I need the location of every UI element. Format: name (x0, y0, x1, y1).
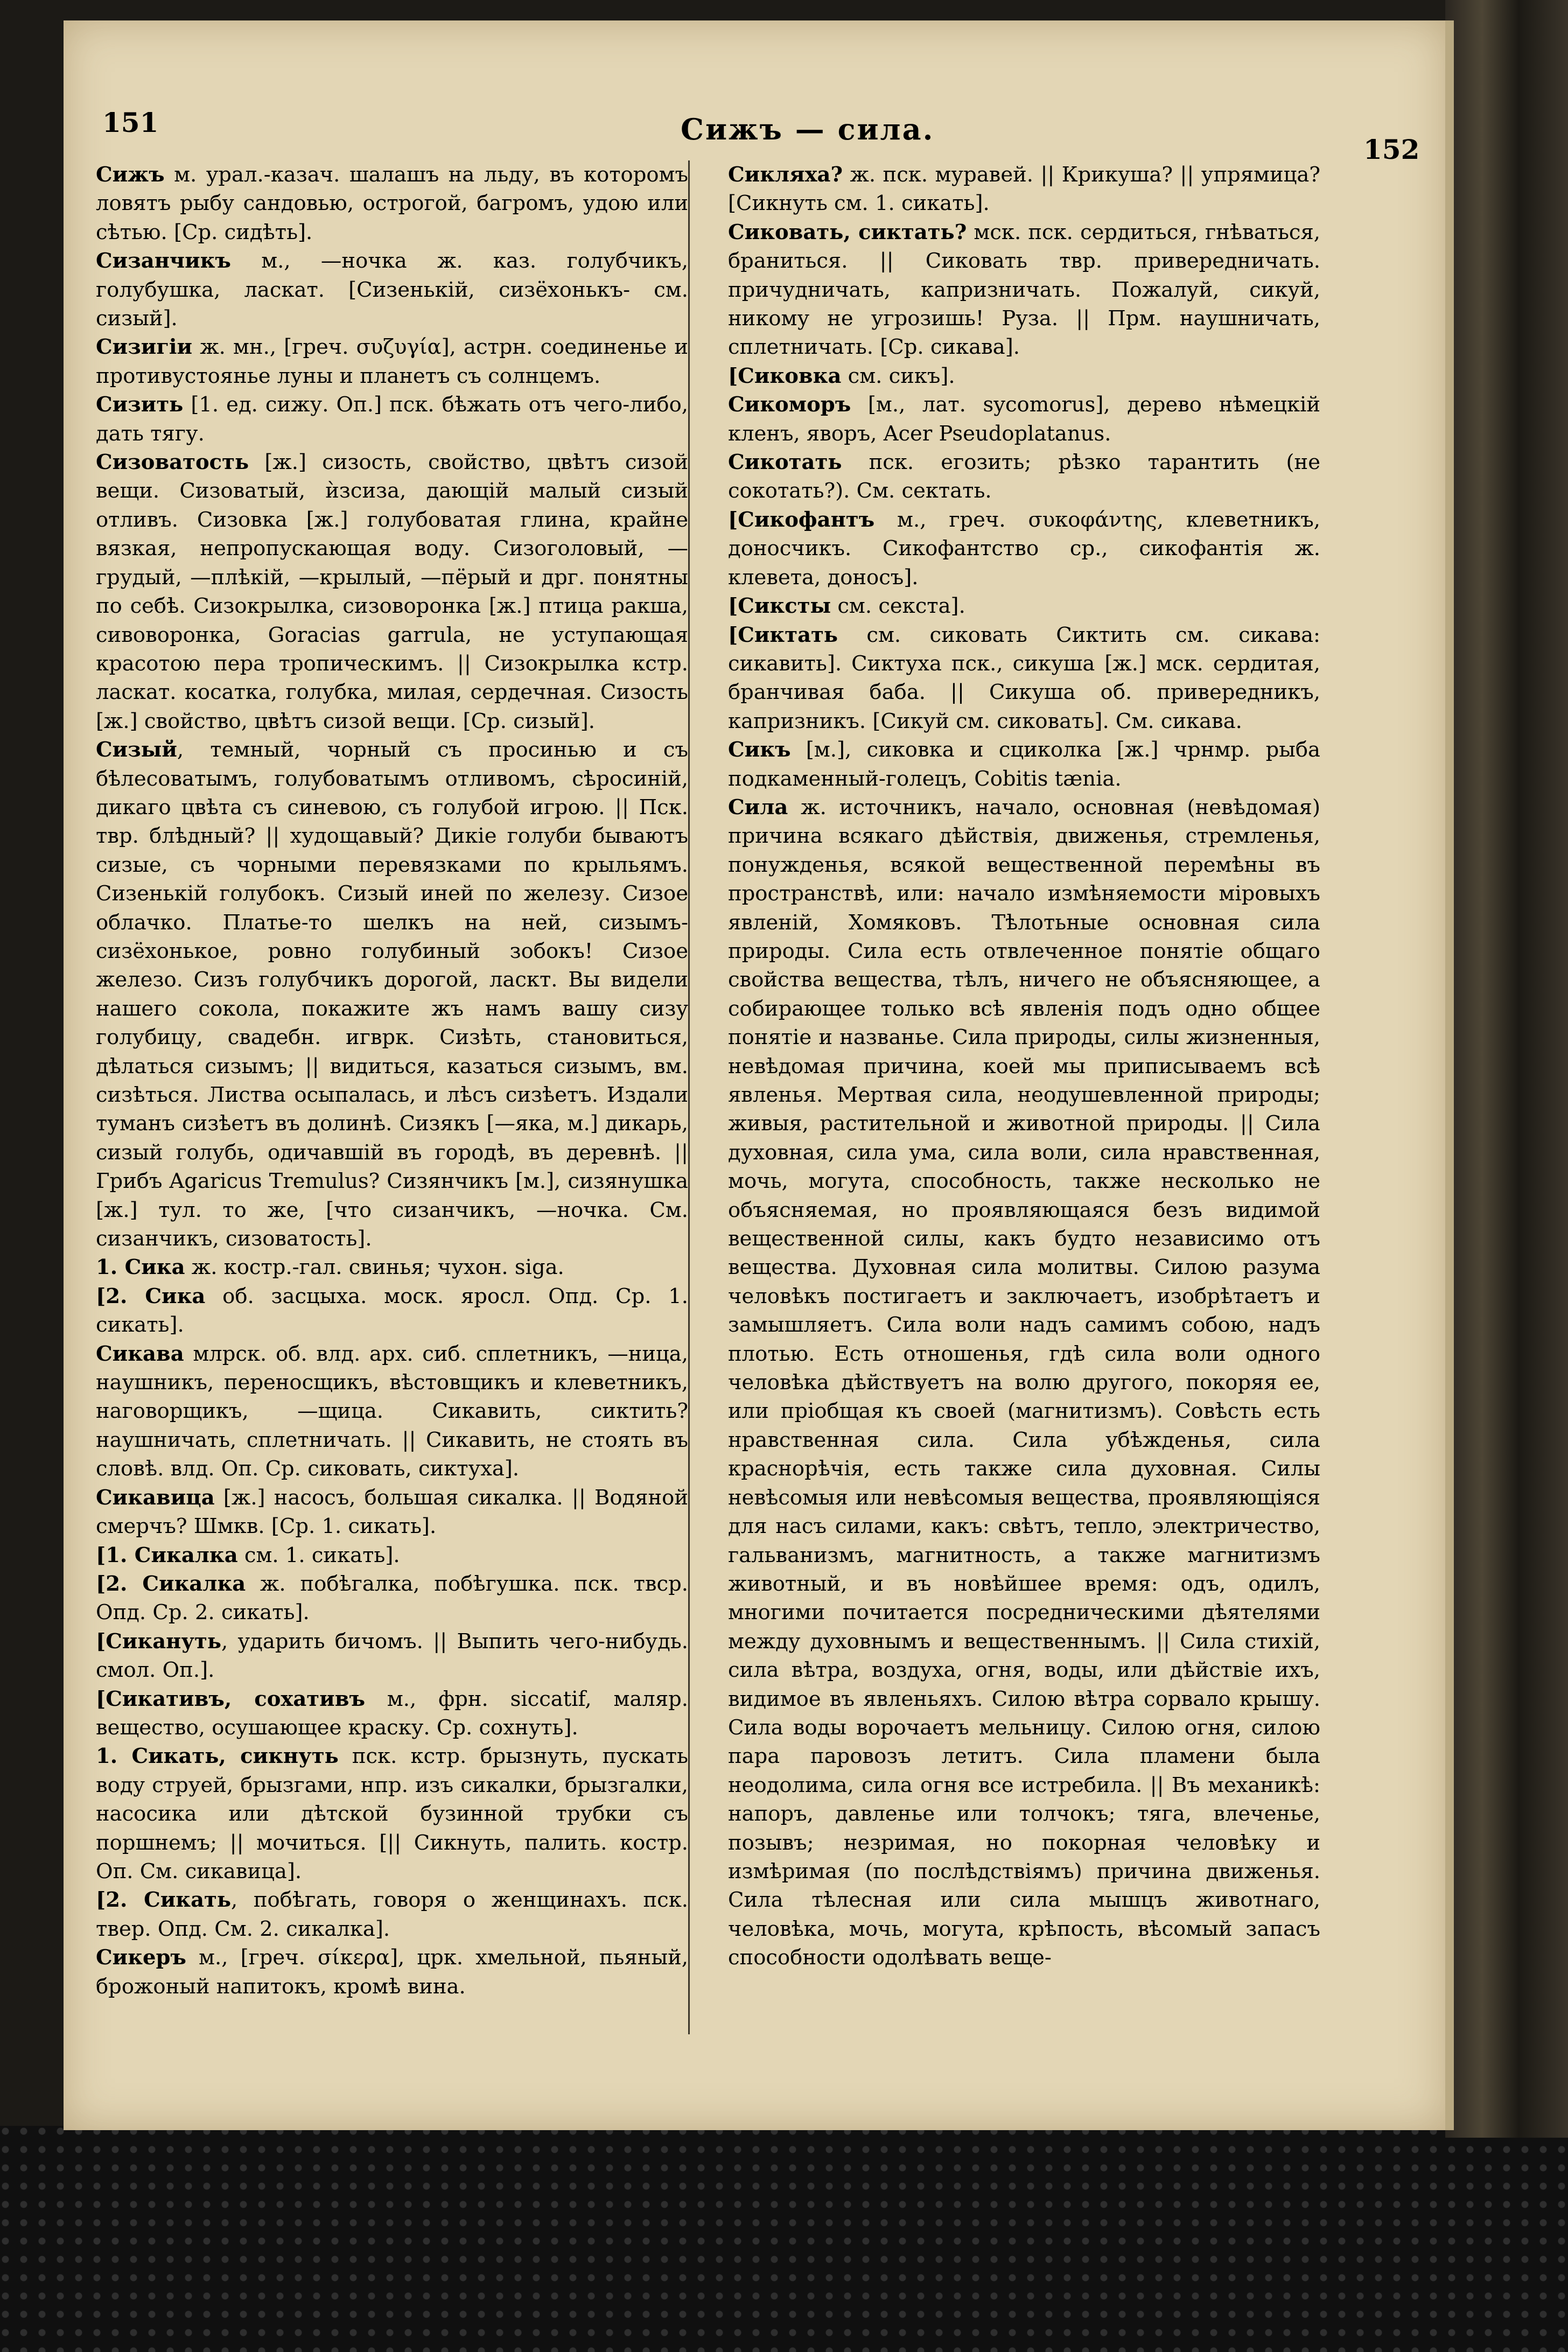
entry-headword: Сизоватость (96, 450, 249, 475)
entry-text: ж. побѣгалка, побѣгушка. пск. твср. Опд. Ср. 2. сикать]. (96, 1571, 688, 1625)
entry-text: см. секста]. (831, 594, 965, 619)
entry-headword: [Сикофантъ (728, 507, 875, 532)
entry-text: м., [греч. σίκερα], црк. хмельной, пьяный, брожоный напитокъ, кромѣ вина. (96, 1945, 688, 1999)
dictionary-entry (728, 362, 1320, 390)
entry-text: пск. кстр. брызнуть, пускать воду струей, брызгами, нпр. изъ сикалки, брызгалки, насосика или дѣтской бузинной трубки съ поршнемъ; || мочиться. [|| Сикнуть, палить. костр. Оп. См. сикавица]. (96, 1744, 688, 1884)
entry-headword: 1. Сика (96, 1255, 185, 1280)
dictionary-entry (96, 1541, 688, 1570)
dictionary-entry (96, 1282, 688, 1340)
entry-headword: Сила (728, 795, 788, 820)
dictionary-entry (96, 160, 688, 247)
entry-text: м., фрн. siccatif, маляр. вещество, осушающее краску. Ср. сохнуть]. (96, 1686, 688, 1740)
entry-headword: [2. Сикалка (96, 1571, 246, 1596)
dictionary-entry (96, 1886, 688, 1943)
entry-text: см. 1. сикать]. (237, 1543, 400, 1567)
entry-text: [ж.] сизость, свойство, цвѣтъ сизой вещи. Сизоватый, ѝзсиза, дающій малый сизый отливъ. Сизовка [ж.] голубоватая глина, крайне вязкая, непропускающая воду. Сизоголовый, —грудый, —плѣкій, —крылый, —пёрый и дрг. понятны по себѣ. Сизокрылка, сизоворонка [ж.] птица ракша, сивоворонка, Goracias garrula, не уступающая красотою пера тропическимъ. || Сизокрылка кстр. ласкат. косатка, голубка, милая, сердечная. Сизость [ж.] свойство, цвѣтъ сизой вещи. [Ср. сизый]. (96, 450, 688, 733)
page-number-right: 152 (1363, 134, 1420, 165)
entry-text: мск. пск. сердиться, гнѣваться, браниться. || Сиковать твр. привередничать. причудничать, капризничать. Пожалуй, сикуй, никому не угрозишь! Руза. || Прм. наушничать, сплетничать. [Ср. сикава]. (728, 220, 1320, 360)
dictionary-entry (728, 218, 1320, 362)
dictionary-entry (96, 1483, 688, 1541)
dictionary-entry (728, 506, 1320, 592)
entry-headword: [Сиктать (728, 622, 838, 647)
entry-headword: Сизигіи (96, 335, 193, 360)
dictionary-entry (728, 621, 1320, 736)
entry-headword: [2. Сика (96, 1284, 206, 1308)
entry-text: [м.], сиковка и сциколка [ж.] чрнмр. рыба подкаменный-голецъ, Cobitis tænia. (728, 738, 1320, 791)
dictionary-entry (96, 1253, 688, 1282)
entry-headword: [Сикануть (96, 1629, 221, 1654)
entry-headword: Сикотать (728, 450, 842, 475)
entry-headword: [1. Сикалка (96, 1543, 238, 1567)
entry-text: млрск. об. влд. арх. сиб. сплетникъ, —ница, наушникъ, переносщикъ, вѣстовщикъ и клеветникъ, наговорщикъ, —щица. Сикавить, сиктить? наушничать, сплетничать. || Сикавить, не стоять въ словѣ. влд. Оп. Ср. сиковать, сиктуха]. (96, 1341, 688, 1481)
entry-headword: Сизанчикъ (96, 249, 231, 274)
entry-headword: Сикавица (96, 1485, 215, 1510)
dictionary-entry (728, 160, 1320, 218)
entry-text: [1. ед. сижу. Оп.] пск. бѣжать отъ чего-либо, дать тягу. (96, 393, 688, 446)
dictionary-entry (96, 1570, 688, 1627)
entry-text: [ж.] насосъ, большая сикалка. || Водяной смерчъ? Шмкв. [Ср. 1. сикать]. (96, 1485, 688, 1539)
dictionary-entry (96, 247, 688, 333)
entry-text: ж. костр.-гал. свинья; чухон. siga. (185, 1255, 564, 1280)
entry-text: , побѣгать, говоря о женщинахъ. пск. твер. Опд. См. 2. сикалка]. (96, 1888, 689, 1941)
page-edge (1445, 20, 1454, 2130)
entry-headword: [Сикативъ, сохативъ (96, 1686, 365, 1711)
dictionary-entry (728, 793, 1320, 1972)
book-spine (1445, 0, 1568, 2138)
entry-text: , темный, чорный съ просинью и съ бѣлесоватымъ, голубоватымъ отливомъ, сѣросиній, дикаго цвѣта съ синевою, съ голубой игрою. || Пск. твр. блѣдный? || худощавый? Дикіе голуби бываютъ сизые, съ чорными перевязками по крыльямъ. Сизенькій голубокъ. Сизый иней по железу. Сизое облачко. Платье-то шелкъ на ней, сизымъ-сизёхонькое, ровно голубиный зобокъ! Сизое железо. Сизъ голубчикъ дорогой, ласкт. Вы видели нашего сокола, покажите жъ намъ вашу сизу голубицу, свадебн. игврк. Сизѣть, становиться, дѣлаться сизымъ; || видиться, казаться сизымъ, вм. сизѣться. Листва осыпалась, и лѣсъ сизѣетъ. Издали туманъ сизѣетъ въ долинѣ. Сизякъ [—яка, м.] дикарь, сизый голубь, одичавшій въ городѣ, въ деревнѣ. || Грибъ Agaricus Tremulus? Сизянчикъ [м.], сизянушка [ж.] тул. то же, [что сизанчикъ, —ночка. См. сизанчикъ, сизоватость]. (96, 738, 688, 1251)
entry-headword: [Сиксты (728, 594, 831, 619)
dictionary-entry (96, 1742, 688, 1886)
right-column (728, 160, 1320, 1972)
entry-headword: [2. Сикать (96, 1888, 232, 1913)
dictionary-entry (96, 1943, 688, 2001)
running-title: Сижъ — сила. (681, 112, 935, 146)
dictionary-entry (728, 736, 1320, 793)
entry-text: м. урал.-казач. шалашъ на льду, въ которомъ ловятъ рыбу сандовью, острогой, багромъ, удою или сѣтью. [Ср. сидѣть]. (96, 163, 688, 244)
dictionary-entry (96, 1340, 688, 1483)
dictionary-entry (728, 448, 1320, 506)
dictionary-entry (96, 333, 688, 390)
entry-headword: Сизить (96, 393, 184, 417)
entry-text: [м., лат. sycomorus], дерево нѣмецкій кленъ, яворъ, Acer Pseudoplatanus. (728, 393, 1320, 446)
background-mat (0, 2126, 1568, 2352)
entry-headword: Сизый (96, 738, 177, 762)
column-divider (688, 160, 690, 2034)
entry-text: ж. пск. муравей. || Крикуша? || упрямица? [Сикнуть см. 1. сикать]. (728, 163, 1320, 216)
left-column (96, 160, 688, 2001)
entry-headword: Сиковать, сиктать? (728, 220, 967, 244)
page-number-left: 151 (102, 107, 159, 138)
entry-headword: 1. Сикать, сикнуть (96, 1744, 339, 1769)
entry-headword: Сикоморъ (728, 393, 851, 417)
entry-text: ж. мн., [греч. συζυγία], астрн. соединенье и противустоянье луны и планетъ съ солнцемъ. (96, 335, 688, 388)
entry-text: пск. егозить; рѣзко тарантить (не сокотать?). См. сектать. (728, 450, 1320, 503)
entry-text: см. сикъ]. (841, 363, 955, 388)
dictionary-entry (96, 1685, 688, 1742)
entry-headword: [Сиковка (728, 363, 842, 388)
entry-headword: Сикава (96, 1341, 184, 1366)
entry-headword: Сикляха? (728, 163, 843, 187)
dictionary-entry (96, 448, 688, 736)
dictionary-entry (96, 736, 688, 1253)
entry-text: ж. источникъ, начало, основная (невѣдомая) причина всякаго дѣйствія, движенья, стремленья, понужденья, всякой вещественной перемѣны въ пространствѣ, или: начало измѣняемости міровыхъ явленій, Хомяковъ. Тѣлотьные основная сила природы. Сила есть отвлеченное понятіе общаго свойства вещества, тѣлъ, ничего не объясняющее, а собирающее только всѣ явленія подъ одно общее понятіе и названье. Сила природы, силы жизненныя, невѣдомая причина, коей мы приписываемъ всѣ явленья. Мертвая сила, неодушевленной природы; живыя, растительной и животной природы. || Сила духовная, сила ума, сила воли, сила нравственная, мочь, могута, способность, также несколько не объясняемая, но проявляющаяся безъ видимой вещественной силы, какъ будто независимо отъ вещества. Духовная сила молитвы. Силою разума человѣкъ постигаетъ и заключаетъ, изобрѣтаетъ и замышляетъ. Сила воли надъ самимъ собою, надъ плотью. Есть отношенья, гдѣ сила воли одного человѣка дѣйствуетъ на волю другого, покоряя ее, или пріобщая къ своей (магнитизмъ). Совѣсть есть нравственная сила. Сила убѣжденья, сила краснорѣчія, есть также сила духовная. Силы невѣсомыя или невѣсомыя вещества, проявляющіяся для насъ силами, какъ: свѣтъ, тепло, электричество, гальванизмъ, магнитность, а также магнитизмъ животный, и въ новѣйшее время: одъ, одилъ, многими почитается посредническими дѣятелями между духовнымъ и вещественнымъ. || Сила стихій, сила вѣтра, воздуха, огня, воды, или дѣйствіе ихъ, видимое въ явленьяхъ. Силою вѣтра сорвало крышу. Сила воды ворочаетъ мельницу. Силою огня, силою пара паровозъ летитъ. Сила пламени была неодолима, сила огня все истребила. || Въ механикѣ: напоръ, давленье или толчокъ; тяга, влеченье, позывъ; незримая, но покорная человѣку и измѣримая (по послѣдствіямъ) причина движенья. Сила тѣлесная или сила мышцъ животнаго, человѣка, мочь, могута, крѣпость, вѣсомый запасъ способности одолѣвать веще- (728, 795, 1320, 1970)
dictionary-entry (728, 390, 1320, 448)
entry-text: об. засцыха. моск. яросл. Опд. Ср. 1. сикать]. (96, 1284, 688, 1338)
dictionary-entry (728, 592, 1320, 620)
dictionary-entry (96, 1627, 688, 1685)
dictionary-entry (96, 390, 688, 448)
entry-text: см. сиковать Сиктить см. сикава: сикавить]. Сиктуха пск., сикуша [ж.] мск. сердитая, бранчивая баба. || Сикуша об. привередникъ, капризникъ. [Сикуй см. сиковать]. См. сикава. (728, 622, 1320, 733)
entry-text: , ударить бичомъ. || Выпить чего-нибудь. смол. Оп.]. (96, 1629, 688, 1683)
entry-text: м., —ночка ж. каз. голубчикъ, голубушка, ласкат. [Сизенькій, сизёхонькъ- см. сизый]. (96, 249, 688, 331)
entry-headword: Сикъ (728, 738, 791, 762)
entry-text: м., греч. συκοφάντης, клеветникъ, доносчикъ. Сикофантство ср., сикофантія ж. клевета, доносъ]. (728, 507, 1320, 590)
entry-headword: Сикеръ (96, 1945, 186, 1970)
entry-headword: Сижъ (96, 163, 165, 187)
